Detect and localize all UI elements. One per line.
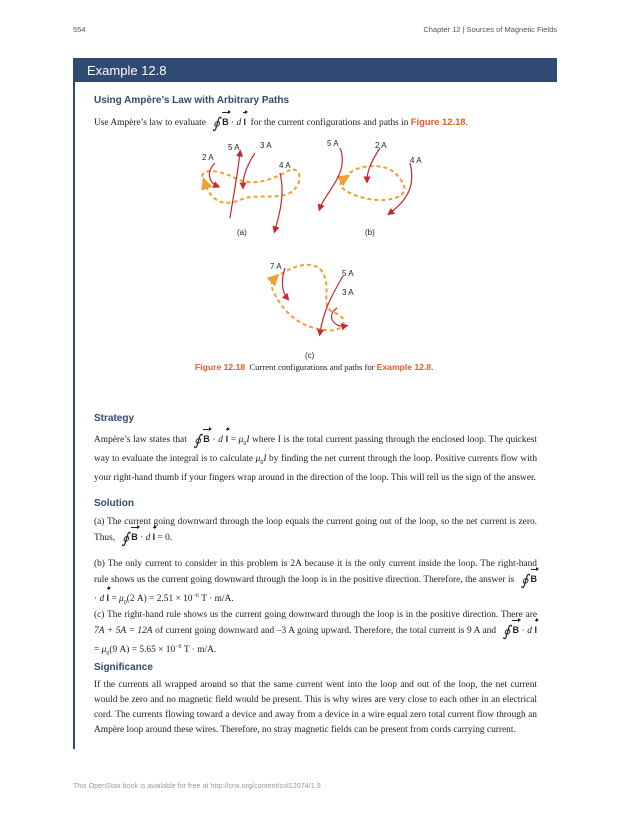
solution-b: (b) The only current to consider in this problem is 2A because it is the only current inside the loop. The right-hand rule shows us the current going downward through the loop is in the positive direction. Therefore, the answer is ∮ B · d $l = \mu_0(2$ $A) = 2.51 \times 10^{-6}$ T · m/A. — [94, 559, 538, 606]
figure-caption: Figure 12.18 Current configurations and paths for Example 12.8. — [195, 362, 434, 372]
wire-c-7a — [282, 268, 287, 298]
example-title: Example 12.8 — [87, 62, 167, 78]
label-a-3a: 3 A — [260, 141, 272, 150]
label-b-2a: 2 A — [375, 141, 387, 150]
solution-heading: Solution — [94, 498, 134, 509]
strategy-heading: Strategy — [94, 413, 135, 424]
solution-c: (c) The right-hand rule shows us the current going downward through the loop is in the positive direction. There are 7A + 5A = 12A of current going downward and –3 A going upward. Therefore, the total current is 9 A and ∮ B · d $l = \mu_0(9$ $A) = 5.65 \times 10^{-6}$ T · m/A. — [94, 610, 538, 657]
panel-c — [270, 262, 354, 360]
solution-a: (a) The current going downward through the loop equals the current going out of the loop, so the net current is zero. Thus, ∮ B · d l = 0. — [94, 517, 537, 547]
wire-c-5a — [320, 276, 343, 333]
wire-2a — [209, 163, 217, 186]
label-c-5a: 5 A — [342, 269, 354, 278]
loop-b — [340, 166, 404, 200]
label-a-2a: 2 A — [202, 153, 214, 162]
panel-a — [202, 141, 299, 237]
wire-5a — [230, 153, 240, 218]
panel-a-label: (a) — [237, 228, 247, 237]
page-footer: This OpenStax book is available for free at http://cnx.org/content/col12074/1.9 — [73, 781, 321, 790]
label-b-5a: 5 A — [327, 139, 339, 148]
strategy-text: Ampère’s law states that ∮ B · d $l = \mu_0I$ where I is the total current passing through the enclosed loop. The quickest way to evaluate the integral is to calculate $\mu_0I$ by finding the net current through the loop. Positive currents flow with your right-hand thumb if your fingers wrap around in the direction of the loop. This will tell us the sign of the answer. — [94, 433, 538, 483]
problem-text: Use Ampère’s law to evaluate ∮ B · d l for the current configurations and paths in Figure 12.18. — [94, 116, 468, 132]
panel-b-label: (b) — [365, 228, 375, 237]
panel-b — [320, 139, 422, 237]
wire-b-5a — [320, 148, 342, 208]
figure-12-18 — [195, 138, 465, 368]
example-banner — [73, 58, 557, 82]
chapter-header: Chapter 12 | Sources of Magnetic Fields — [423, 25, 557, 34]
figure-svg — [195, 138, 465, 368]
panel-c-label: (c) — [305, 351, 315, 360]
label-b-4a: 4 A — [410, 156, 422, 165]
wire-b-2a — [367, 148, 380, 180]
wire-4a — [275, 173, 282, 230]
significance-text: If the currents all wrapped around so that the same current went into the loop and out of the loop, the net current would be zero and no magnetic field would be present. This is why wires are very close to each other in an electrical cord. The currents flowing toward a device and away from a device in a wire equal zero total current flow through an Ampère loop around these wires. Therefore, no stray magnetic fields can be present from cords carrying current. — [94, 680, 537, 735]
example-link[interactable]: Example 12.8 — [376, 362, 432, 372]
label-a-4a: 4 A — [279, 161, 291, 170]
problem-title: Using Ampère’s Law with Arbitrary Paths — [94, 95, 290, 106]
example-left-border — [73, 82, 75, 749]
label-a-5a: 5 A — [228, 143, 240, 152]
page-number: 554 — [73, 25, 86, 34]
significance-heading: Significance — [94, 662, 153, 673]
label-c-3a: 3 A — [342, 288, 354, 297]
figure-link[interactable]: Figure 12.18 — [410, 116, 466, 127]
label-c-7a: 7 A — [270, 262, 282, 271]
